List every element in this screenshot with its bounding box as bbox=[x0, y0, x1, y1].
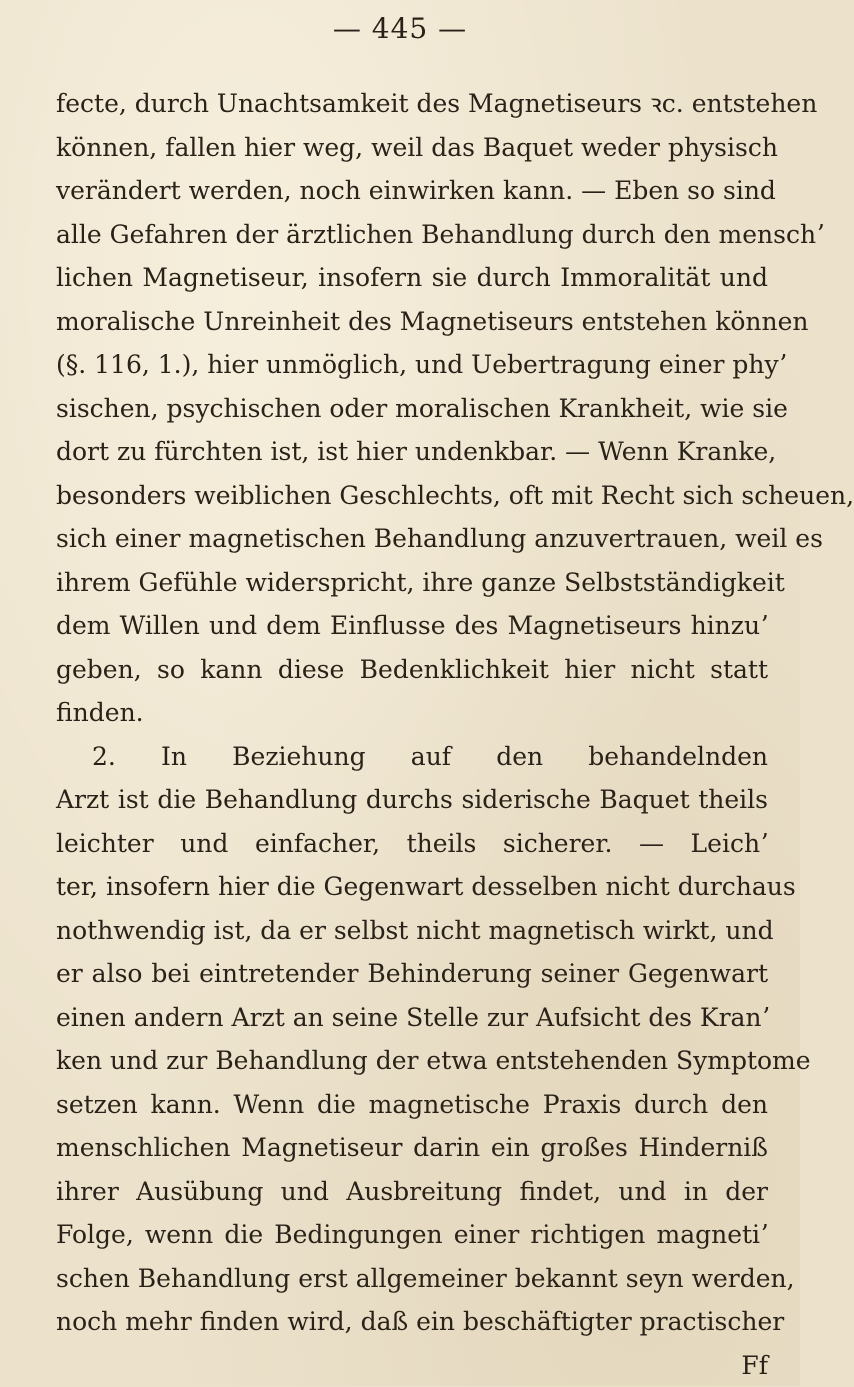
text-line: lichen Magnetiseur, insofern sie durch Immoralität und bbox=[56, 256, 768, 300]
text-line: ihrem Gefühle widerspricht, ihre ganze Selbstständigkeit bbox=[56, 561, 768, 605]
text-line: Folge, wenn die Bedingungen einer richtigen magnetiʼ bbox=[56, 1213, 768, 1257]
text-line: einen andern Arzt an seine Stelle zur Aufsicht des Kranʼ bbox=[56, 996, 768, 1040]
text-line: nothwendig ist, da er selbst nicht magnetisch wirkt, und bbox=[56, 909, 768, 953]
text-line: dort zu fürchten ist, ist hier undenkbar. — Wenn Kranke, bbox=[56, 430, 768, 474]
section-heading-line: 2. In Beziehung auf den behandelnden bbox=[56, 735, 768, 779]
text-line: ter, insofern hier die Gegenwart desselben nicht durchaus bbox=[56, 865, 768, 909]
body-text bbox=[56, 82, 768, 1387]
text-line: fecte, durch Unachtsamkeit des Magnetiseurs ꝛc. entstehen bbox=[56, 82, 768, 126]
text-line: menschlichen Magnetiseur darin ein großes Hinderniß bbox=[56, 1126, 768, 1170]
text-line: sischen, psychischen oder moralischen Krankheit, wie sie bbox=[56, 387, 768, 431]
text-line: leichter und einfacher, theils sicherer. — Leichʼ bbox=[56, 822, 768, 866]
text-line: dem Willen und dem Einflusse des Magnetiseurs hinzuʼ bbox=[56, 604, 768, 648]
text-line: alle Gefahren der ärztlichen Behandlung durch den menschʼ bbox=[56, 213, 768, 257]
catchword: Ff bbox=[56, 1344, 768, 1387]
page-number: — 445 — bbox=[0, 12, 800, 45]
text-line: können, fallen hier weg, weil das Baquet weder physisch bbox=[56, 126, 768, 170]
text-line: (§. 116, 1.), hier unmöglich, und Uebertragung einer phyʼ bbox=[56, 343, 768, 387]
text-line: ken und zur Behandlung der etwa entstehenden Symptome bbox=[56, 1039, 768, 1083]
text-line: moralische Unreinheit des Magnetiseurs entstehen können bbox=[56, 300, 768, 344]
text-line: geben, so kann diese Bedenklichkeit hier nicht statt bbox=[56, 648, 768, 692]
text-line: setzen kann. Wenn die magnetische Praxis durch den bbox=[56, 1083, 768, 1127]
text-line: ihrer Ausübung und Ausbreitung findet, und in der bbox=[56, 1170, 768, 1214]
text-line: finden. bbox=[56, 691, 768, 735]
text-line: Arzt ist die Behandlung durchs siderische Baquet theils bbox=[56, 778, 768, 822]
text-line: sich einer magnetischen Behandlung anzuvertrauen, weil es bbox=[56, 517, 768, 561]
text-line: besonders weiblichen Geschlechts, oft mit Recht sich scheuen, bbox=[56, 474, 768, 518]
text-line: schen Behandlung erst allgemeiner bekannt seyn werden, bbox=[56, 1257, 768, 1301]
text-line: er also bei eintretender Behinderung seiner Gegenwart bbox=[56, 952, 768, 996]
text-line: verändert werden, noch einwirken kann. — Eben so sind bbox=[56, 169, 768, 213]
text-line: noch mehr finden wird, daß ein beschäftigter practischer bbox=[56, 1300, 768, 1344]
